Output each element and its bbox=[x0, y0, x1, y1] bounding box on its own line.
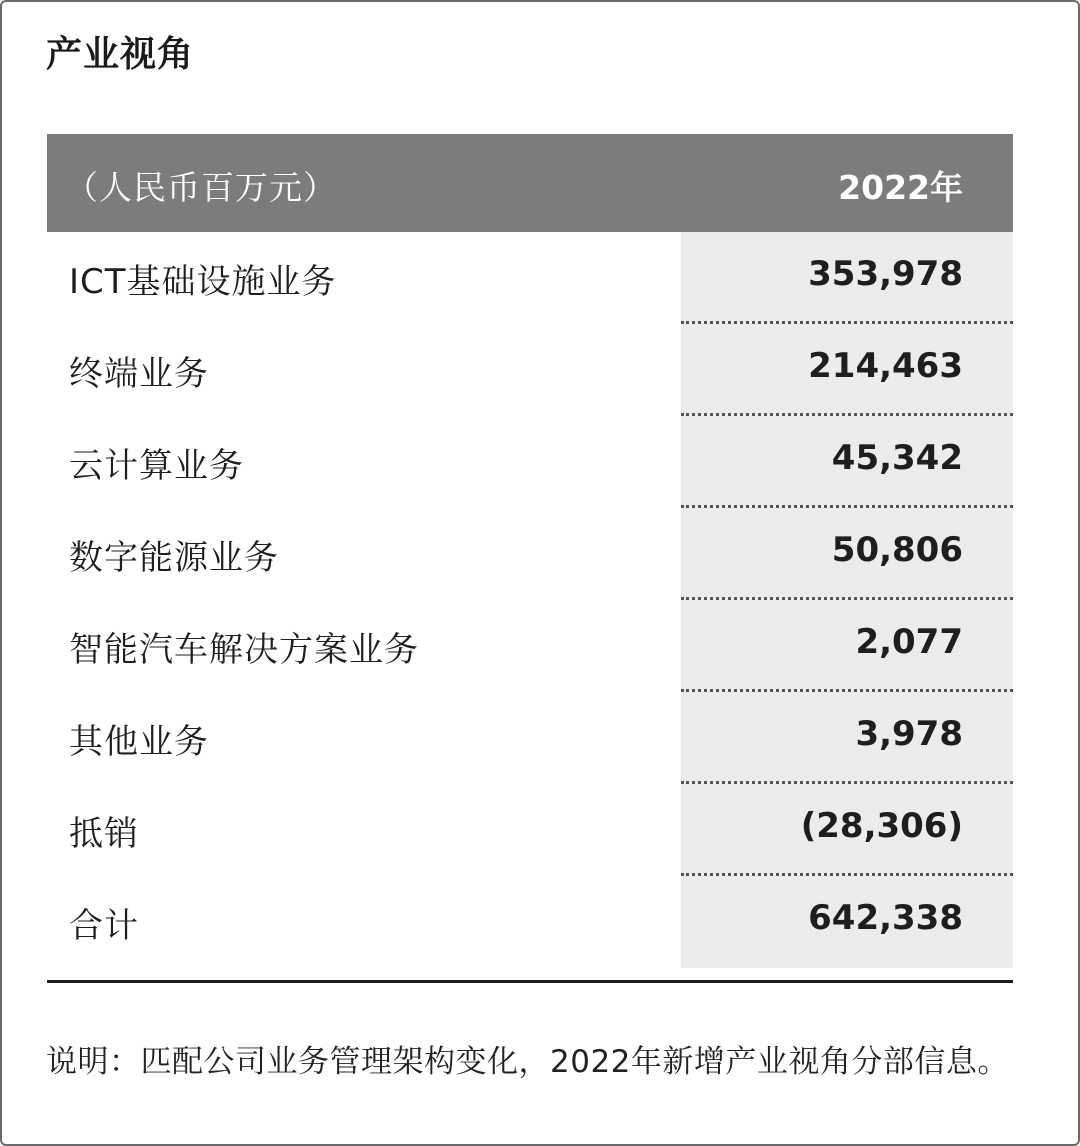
header-unit-label: （人民币百万元） bbox=[65, 168, 337, 207]
row-value: 353,978 bbox=[808, 254, 963, 294]
row-value: (28,306) bbox=[800, 806, 963, 846]
row-value: 3,978 bbox=[855, 714, 963, 754]
table-row bbox=[47, 416, 1013, 508]
row-value: 214,463 bbox=[808, 346, 963, 386]
table-row bbox=[47, 600, 1013, 692]
row-value: 50,806 bbox=[831, 530, 963, 570]
table-bottom-rule bbox=[47, 980, 1013, 983]
table-row bbox=[47, 324, 1013, 416]
section-title: 产业视角 bbox=[46, 34, 195, 75]
row-label: 抵销 bbox=[69, 814, 139, 854]
row-label: 云计算业务 bbox=[69, 446, 244, 486]
footnote: 说明：匹配公司业务管理架构变化，2022年新增产业视角分部信息。 bbox=[46, 1044, 1009, 1080]
table-row bbox=[47, 232, 1013, 324]
row-value: 2,077 bbox=[855, 622, 963, 662]
table-header bbox=[47, 134, 1013, 232]
row-label: 合计 bbox=[69, 906, 139, 946]
row-label: ICT基础设施业务 bbox=[69, 262, 337, 302]
row-label: 智能汽车解决方案业务 bbox=[69, 630, 419, 670]
table-row bbox=[47, 508, 1013, 600]
row-value: 45,342 bbox=[831, 438, 963, 478]
row-label: 其他业务 bbox=[69, 722, 209, 762]
table-row bbox=[47, 692, 1013, 784]
table-row bbox=[47, 784, 1013, 876]
revenue-table bbox=[47, 134, 1013, 968]
row-label: 数字能源业务 bbox=[69, 538, 279, 578]
row-value: 642,338 bbox=[808, 898, 963, 938]
table-row-total bbox=[47, 876, 1013, 968]
header-year: 2022年 bbox=[838, 168, 963, 207]
row-label: 终端业务 bbox=[69, 354, 209, 394]
